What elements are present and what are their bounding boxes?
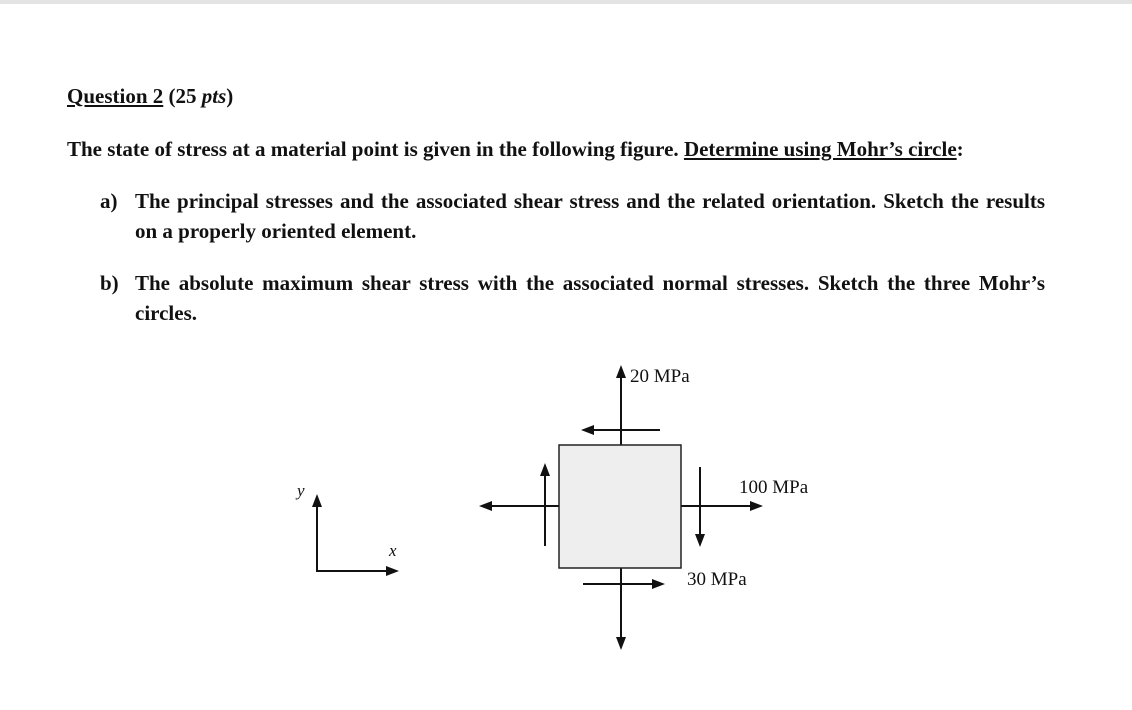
points-unit: pts: [201, 84, 227, 108]
right-shear-arrowhead: [695, 534, 705, 547]
part-a-label: a): [100, 189, 118, 213]
shear-stress-label: 30 MPa: [687, 569, 747, 590]
part-b-text: The absolute maximum shear stress with the associated normal stresses. Sketch the three Mohr’s circles.: [135, 271, 1045, 325]
top-stress-label: 20 MPa: [630, 366, 690, 387]
right-normal-arrowhead: [750, 501, 763, 511]
right-stress-label: 100 MPa: [739, 477, 809, 498]
intro-tail: :: [956, 137, 964, 161]
top-shear-arrowhead: [581, 425, 594, 435]
bottom-shear-arrowhead: [652, 579, 665, 589]
part-a-text: The principal stresses and the associated shear stress and the related orientation. Sketch the results on a properly oriented element.: [135, 189, 1045, 243]
axis-y-label: y: [297, 481, 305, 500]
points-close: ): [226, 84, 234, 108]
bottom-normal-arrowhead: [616, 637, 626, 650]
intro-emphasis: Determine using Mohr’s circle: [683, 137, 957, 161]
left-shear-arrowhead: [540, 463, 550, 476]
question-title: Question 2: [67, 84, 164, 108]
top-normal-arrowhead: [616, 365, 626, 378]
points-open: (25: [163, 84, 202, 108]
left-normal-arrowhead: [479, 501, 492, 511]
coordinate-axes: [317, 506, 390, 571]
x-axis-arrowhead: [386, 566, 399, 576]
intro-text: The state of stress at a material point is given in the following figure.: [67, 137, 684, 161]
part-b-label: b): [100, 271, 119, 295]
y-axis-arrowhead: [312, 494, 322, 507]
stress-element: [559, 445, 681, 568]
axis-x-label: x: [389, 541, 397, 560]
